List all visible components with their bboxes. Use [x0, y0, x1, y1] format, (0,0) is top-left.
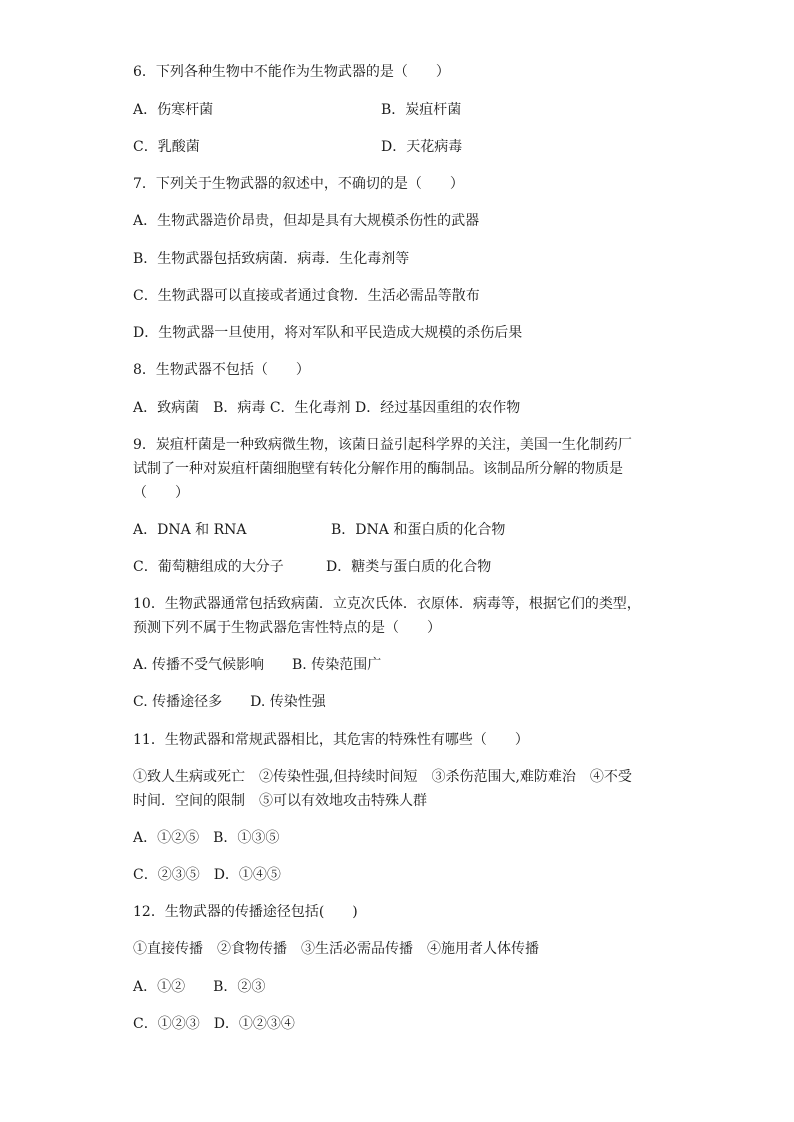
q10-stem-line2: 预测下列不属于生物武器危害性特点的是（ ） — [133, 620, 441, 636]
q6-option-d: D．天花病毒 — [381, 139, 463, 155]
q9-option-a: A．DNA 和 RNA — [133, 522, 247, 538]
q9-stem-line2: 试制了一种对炭疽杆菌细胞壁有转化分解作用的酶制品。该制品所分解的物质是 — [133, 461, 623, 477]
q6-option-b: B．炭疽杆菌 — [381, 102, 462, 118]
q11-stem: 11．生物武器和常规武器相比，其危害的特殊性有哪些（ ） — [133, 732, 529, 748]
q11-options-ab: A．①②⑤ B．①③⑤ — [133, 830, 280, 846]
q7-option-d: D．生物武器一旦使用，将对军队和平民造成大规模的杀伤后果 — [133, 325, 523, 341]
q10-options-ab: A. 传播不受气候影响 B. 传染范围广 — [133, 657, 382, 673]
q12-stem: 12．生物武器的传播途径包括( ) — [133, 904, 358, 920]
q10-stem-line1: 10．生物武器通常包括致病菌．立克次氏体．衣原体．病毒等，根据它们的类型， — [133, 596, 641, 612]
q9-stem-line3: （ ） — [133, 485, 189, 501]
q10-options-cd: C. 传播途径多 D. 传染性强 — [133, 694, 326, 710]
q7-stem: 7．下列关于生物武器的叙述中，不确切的是（ ） — [133, 176, 464, 192]
q9-option-b: B．DNA 和蛋白质的化合物 — [331, 522, 506, 538]
q9-stem-line1: 9．炭疽杆菌是一种致病微生物，该菌日益引起科学界的关注，美国一生化制药厂 — [133, 437, 632, 453]
q12-items: ①直接传播 ②食物传播 ③生活必需品传播 ④施用者人体传播 — [133, 941, 539, 957]
q9-option-d: D．糖类与蛋白质的化合物 — [326, 559, 492, 575]
q7-option-b: B．生物武器包括致病菌．病毒．生化毒剂等 — [133, 251, 410, 267]
q6-stem: 6．下列各种生物中不能作为生物武器的是（ ） — [133, 64, 450, 80]
q8-options: A．致病菌 B．病毒 C．生化毒剂 D．经过基因重组的农作物 — [133, 400, 521, 416]
q11-options-cd: C．②③⑤ D．①④⑤ — [133, 867, 281, 883]
q8-stem: 8．生物武器不包括（ ） — [133, 362, 310, 378]
q7-option-a: A．生物武器造价昂贵，但却是具有大规模杀伤性的武器 — [133, 213, 480, 229]
q9-option-c: C．葡萄糖组成的大分子 — [133, 559, 284, 575]
q12-options-ab: A．①② B．②③ — [133, 979, 266, 995]
q11-items-line1: ①致人生病或死亡 ②传染性强,但持续时间短 ③杀伤范围大,难防难治 ④不受 — [133, 769, 632, 785]
q11-items-line2: 时间．空间的限制 ⑤可以有效地攻击特殊人群 — [133, 793, 427, 809]
q6-option-c: C．乳酸菌 — [133, 139, 200, 155]
q7-option-c: C．生物武器可以直接或者通过食物．生活必需品等散布 — [133, 288, 480, 304]
q6-option-a: A．伤寒杆菌 — [133, 102, 214, 118]
q12-options-cd: C．①②③ D．①②③④ — [133, 1016, 295, 1032]
